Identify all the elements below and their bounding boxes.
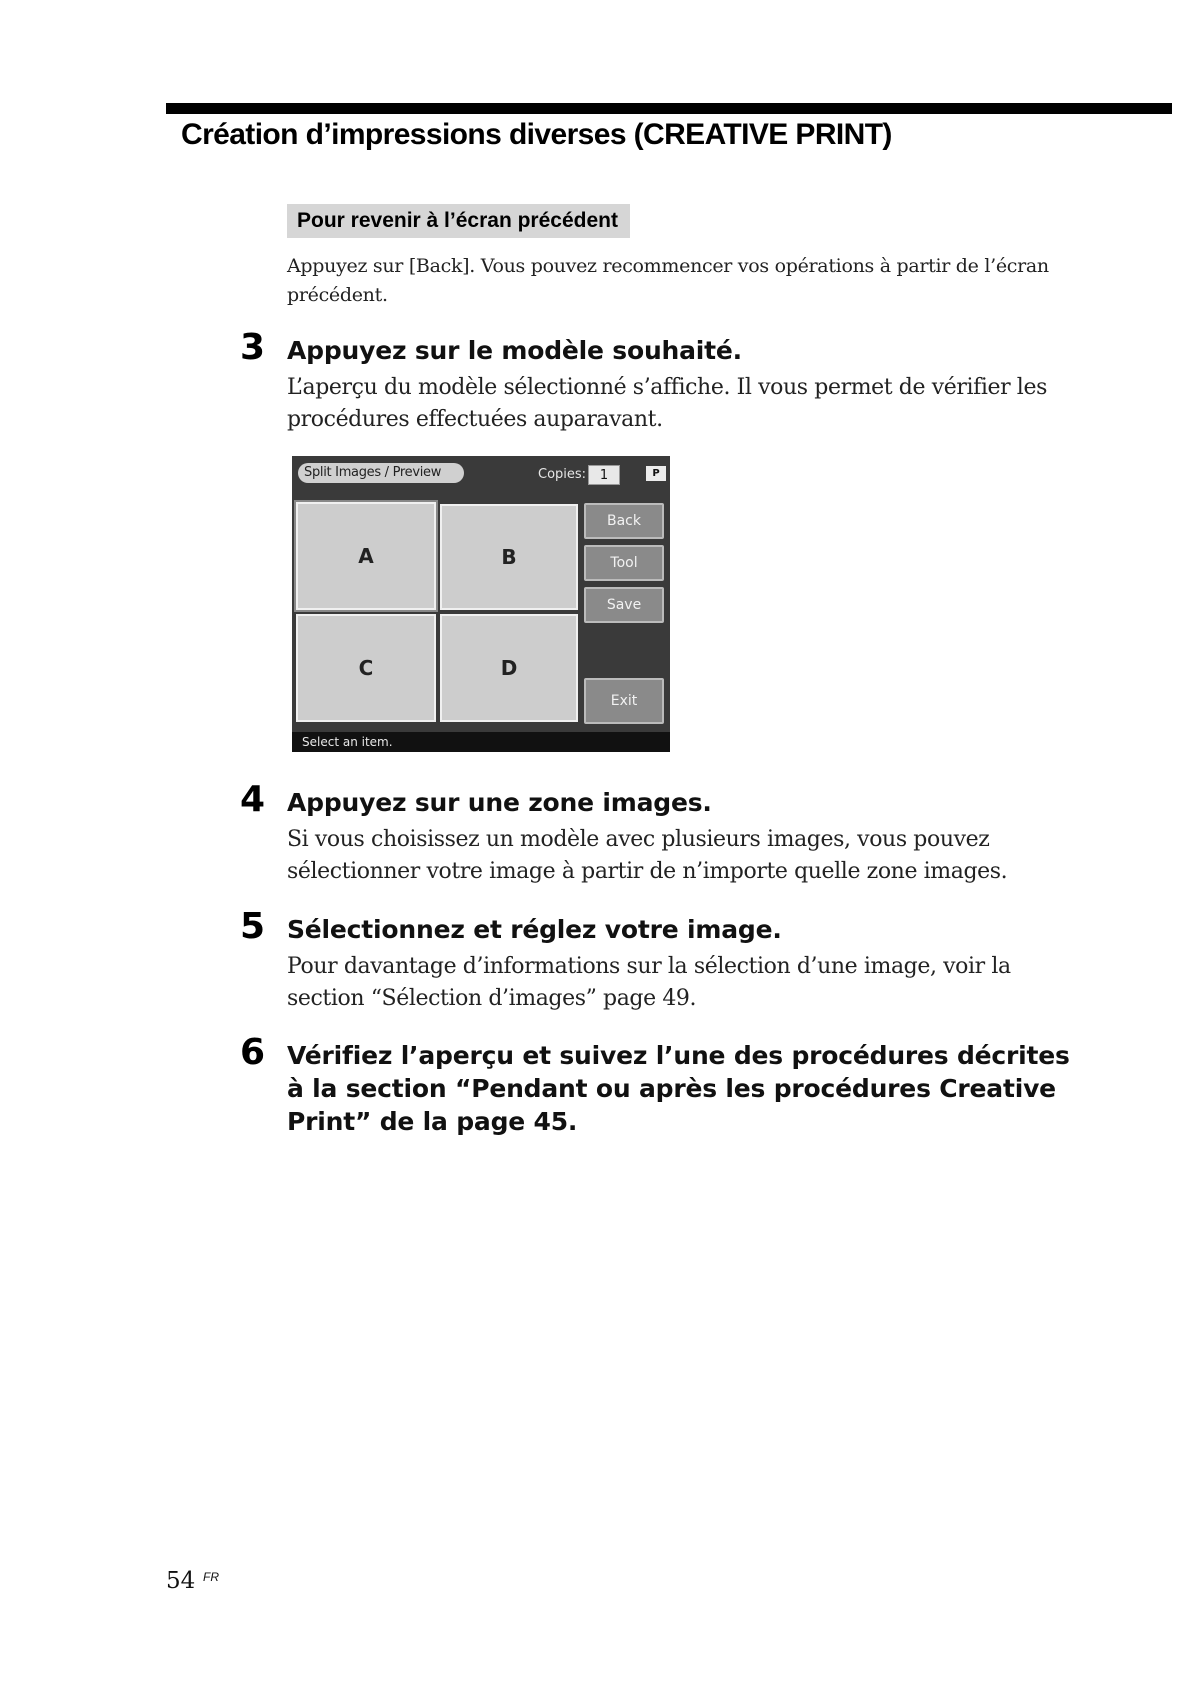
image-zone-b[interactable]: B <box>440 504 578 610</box>
image-zone-a[interactable]: A <box>296 502 436 610</box>
p-badge: P <box>646 466 666 481</box>
step-5-number: 5 <box>240 906 266 947</box>
top-rule <box>166 103 1172 114</box>
exit-button[interactable]: Exit <box>584 678 664 724</box>
page-number: 54 <box>166 1568 196 1594</box>
section-title: Création d’impressions diverses (CREATIVE PRINT) <box>181 118 892 151</box>
step-3-number: 3 <box>240 327 266 368</box>
status-bar: Select an item. <box>292 732 670 752</box>
preview-screen <box>292 456 670 752</box>
step-4-body: Si vous choisissez un modèle avec plusieurs images, vous pouvez sélectionner votre image à partir de n’importe quelle zone images. <box>287 827 1008 884</box>
step-6-number: 6 <box>240 1032 266 1073</box>
copies-label: Copies: <box>538 467 587 482</box>
image-zone-c[interactable]: C <box>296 614 436 722</box>
screen-title: Split Images / Preview <box>298 463 464 483</box>
save-button[interactable]: Save <box>584 587 664 623</box>
tool-button[interactable]: Tool <box>584 545 664 581</box>
image-zone-d[interactable]: D <box>440 614 578 722</box>
step-3-title: Appuyez sur le modèle souhaité. <box>287 336 742 365</box>
back-button[interactable]: Back <box>584 503 664 539</box>
step-5-body: Pour davantage d’informations sur la sélection d’une image, voir la section “Sélection d’images” page 49. <box>287 954 1011 1011</box>
note-text: Appuyez sur [Back]. Vous pouvez recommencer vos opérations à partir de l’écran précédent. <box>287 255 1049 306</box>
step-5-title: Sélectionnez et réglez votre image. <box>287 915 782 944</box>
step-6-title: Vérifiez l’aperçu et suivez l’une des procédures décrites à la section “Pendant ou après les procédures Creative Print” de la page 45. <box>287 1041 1070 1136</box>
page-language: FR <box>203 1570 219 1584</box>
step-3-body: L’aperçu du modèle sélectionné s’affiche. Il vous permet de vérifier les procédures effectuées auparavant. <box>287 375 1047 432</box>
note-heading: Pour revenir à l’écran précédent <box>287 204 630 238</box>
step-4-title: Appuyez sur une zone images. <box>287 788 712 817</box>
copies-field[interactable]: 1 <box>588 465 620 485</box>
step-4-number: 4 <box>240 779 266 820</box>
